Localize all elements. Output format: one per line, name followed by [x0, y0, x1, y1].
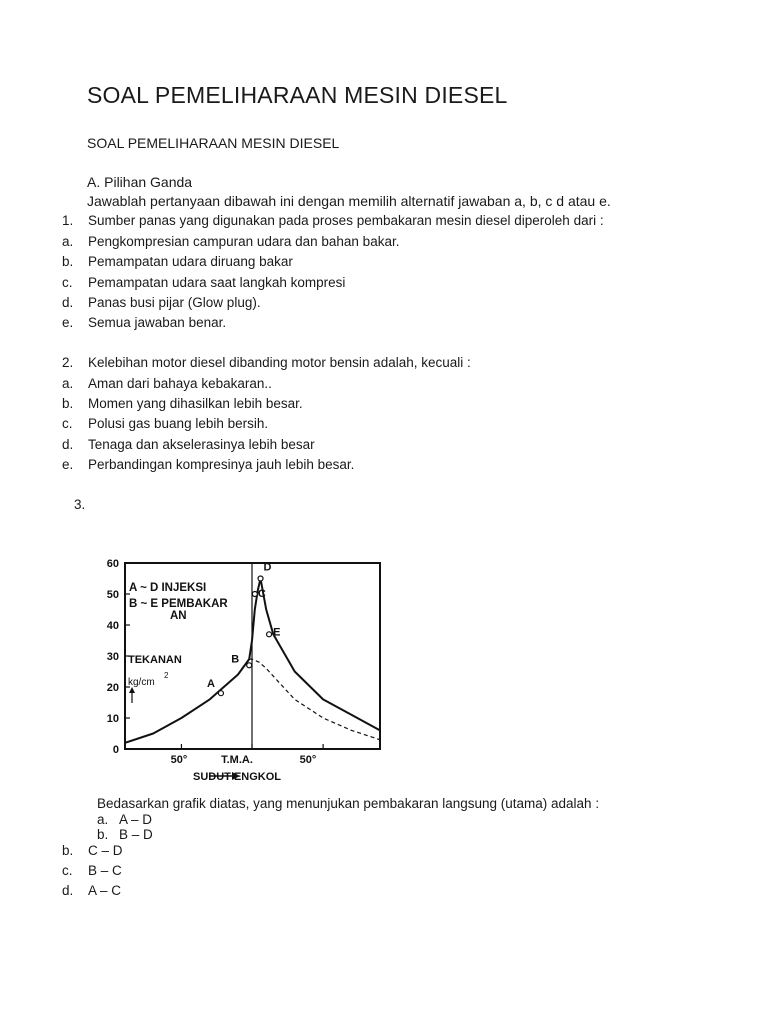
question-3-number: 3. [74, 497, 86, 512]
option-text: B – C [88, 863, 122, 878]
y-tick-label: 30 [106, 651, 119, 663]
point-label-c: C [257, 588, 266, 600]
y-axis-unit-exponent: 2 [164, 671, 169, 680]
legend-line-1: A ~ D INJEKSI [129, 582, 207, 594]
x-axis-label: SUDUT ENGKOL [193, 771, 281, 783]
option-text: Pemampatan udara diruang bakar [88, 254, 293, 269]
question-number: 2. [62, 355, 74, 370]
option-letter: a. [62, 234, 74, 249]
point-b [247, 663, 252, 668]
option-text: A – C [88, 883, 122, 898]
point-e [267, 632, 272, 637]
x-tick-left: 50° [170, 754, 188, 766]
option-letter: d. [62, 437, 74, 452]
point-a [218, 691, 223, 696]
instruction-text: Jawablah pertanyaan dibawah ini dengan memilih alternatif jawaban a, b, c d atau e. [87, 193, 611, 209]
option-letter: c. [62, 863, 73, 878]
point-label-a: A [207, 678, 215, 691]
option-text: Momen yang dihasilkan lebih besar. [88, 396, 303, 411]
y-tick-label: 20 [106, 682, 119, 694]
y-tick-label: 50 [106, 589, 119, 601]
option-text: Tenaga dan akselerasinya lebih besar [88, 437, 315, 452]
option-letter: a. [97, 812, 109, 827]
chart-labels [128, 582, 316, 783]
option-letter: b. [62, 843, 74, 858]
page-title: SOAL PEMELIHARAAN MESIN DIESEL [87, 82, 508, 108]
compression-curve-dashed [249, 659, 380, 740]
option-letter: b. [62, 396, 74, 411]
option-letter: a. [62, 376, 74, 391]
option-letter: d. [62, 883, 74, 898]
option-text: Polusi gas buang lebih bersih. [88, 416, 269, 431]
option-letter: e. [62, 457, 74, 472]
section-heading: A. Pilihan Ganda [87, 174, 193, 190]
y-tick-label: 60 [106, 558, 119, 570]
point-label-e: E [273, 626, 281, 639]
option-text: Aman dari bahaya kebakaran.. [88, 376, 272, 391]
point-label-b: B [231, 653, 240, 666]
y-tick-label: 0 [112, 744, 119, 756]
option-letter: c. [62, 275, 73, 290]
option-letter: e. [62, 315, 74, 330]
legend-line-3: AN [170, 610, 187, 622]
option-letter: b. [62, 254, 74, 269]
y-axis-unit: kg/cm [128, 677, 155, 688]
option-letter: c. [62, 416, 73, 431]
question-text: Sumber panas yang digunakan pada proses pembakaran mesin diesel diperoleh dari : [88, 213, 604, 228]
question-3-text: Bedasarkan grafik diatas, yang menunjukan pembakaran langsung (utama) adalah : [97, 796, 600, 811]
option-text: C – D [88, 843, 123, 858]
option-text: A – D [119, 812, 153, 827]
option-text: Semua jawaban benar. [88, 315, 227, 330]
question-text: Kelebihan motor diesel dibanding motor bensin adalah, kecuali : [88, 355, 471, 370]
x-tick-right: 50° [299, 754, 317, 766]
option-text: Pemampatan udara saat langkah kompresi [88, 275, 346, 290]
legend-line-2: B ~ E PEMBAKAR [129, 598, 228, 610]
y-tick-label: 10 [106, 713, 119, 725]
question-number: 1. [62, 213, 74, 228]
point-c [252, 592, 257, 597]
option-text: Panas busi pijar (Glow plug). [88, 295, 261, 310]
point-label-d: D [263, 561, 272, 574]
y-tick-label: 40 [106, 620, 119, 632]
subtitle: SOAL PEMELIHARAAN MESIN DIESEL [87, 135, 340, 151]
option-letter: b. [97, 827, 109, 842]
option-text: Perbandingan kompresinya jauh lebih besar. [88, 457, 355, 472]
point-d [258, 576, 263, 581]
pressure-chart [80, 555, 390, 787]
y-axis-label: TEKANAN [128, 654, 182, 666]
option-text: B – D [119, 827, 153, 842]
option-letter: d. [62, 295, 74, 310]
option-text: Pengkompresian campuran udara dan bahan bakar. [88, 234, 400, 249]
chart-points [207, 562, 280, 696]
x-tick-center: T.M.A. [221, 754, 253, 766]
